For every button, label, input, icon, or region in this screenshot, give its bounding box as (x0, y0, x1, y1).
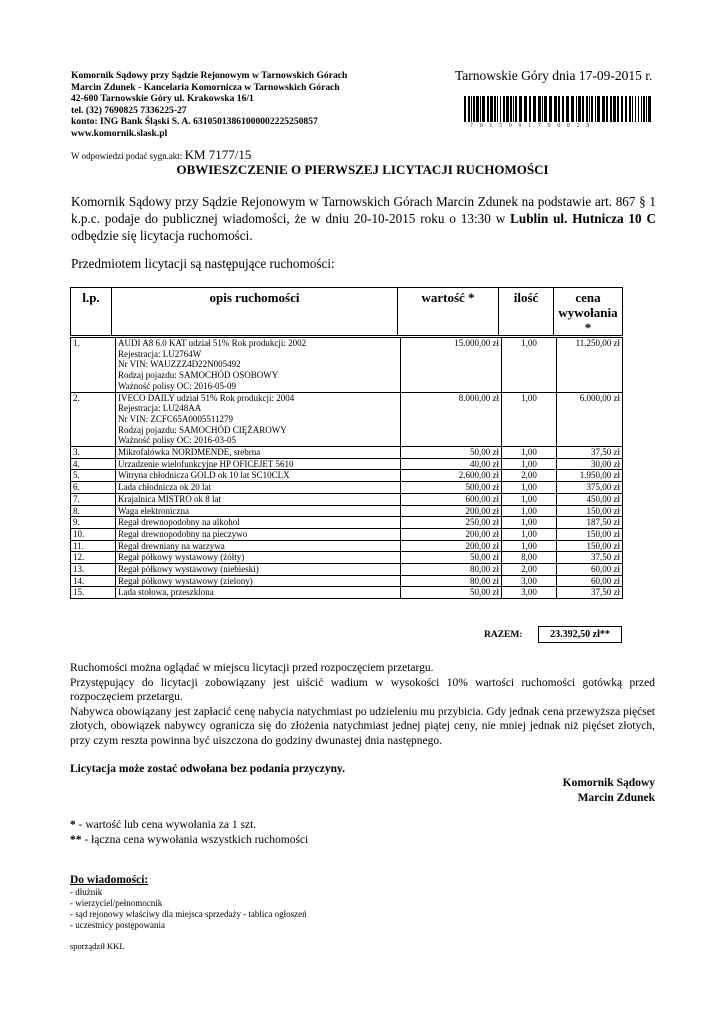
barcode-bar (533, 96, 536, 122)
barcode-bar (621, 96, 623, 122)
cell-lp: 7. (71, 493, 116, 505)
table-row (71, 552, 623, 564)
footnote-text: - łączna cena wywołania wszystkich ruchomości (81, 833, 309, 846)
prepared-by: sporządził KKL (70, 941, 125, 951)
barcode-bar (643, 96, 645, 122)
item-description-line: Lada chłodnicza ok 20 lat (118, 482, 211, 493)
cancel-notice: Licytacja może zostać odwołana bez podania przyczyny. (70, 763, 346, 775)
barcode-bar (476, 96, 479, 122)
cell-cena: 60,00 zł (557, 575, 623, 587)
cell-opis (116, 338, 401, 393)
signature-title: Komornik Sądowy (562, 777, 655, 789)
barcode-bar (524, 96, 527, 122)
cell-ilosc: 8,00 (502, 552, 557, 564)
subject-line: Przedmiotem licytacji są następujące ruchomości: (71, 256, 335, 271)
cell-wartosc: 8.000,00 zł (401, 392, 502, 447)
barcode-bar (646, 96, 647, 122)
cell-ilosc: 1,00 (502, 540, 557, 552)
cell-wartosc: 200,00 zł (401, 528, 502, 540)
item-description-line: Krajalnica MISTRO ok 8 lat (118, 493, 221, 504)
barcode-bar (589, 96, 590, 122)
cell-cena: 187,50 zł (557, 517, 623, 529)
cell-ilosc: 3,00 (502, 587, 557, 599)
cell-opis (116, 528, 401, 540)
table-row (71, 517, 623, 529)
distribution-item: - dłużnik (70, 887, 103, 897)
barcode-bar (582, 96, 584, 122)
cell-cena: 375,00 zł (557, 482, 623, 494)
footnote-text: - wartość lub cena wywołania za 1 szt. (75, 819, 257, 831)
table-row (71, 392, 623, 447)
barcode-bar (586, 96, 588, 122)
terms-paragraph: Ruchomości można oglądać w miejscu licytacji przed rozpoczęciem przetargu. (70, 662, 434, 674)
barcode-bar (497, 96, 498, 122)
bailiff-header (71, 70, 347, 140)
cell-opis (116, 564, 401, 576)
cell-wartosc: 600,00 zł (401, 493, 502, 505)
barcode-bar (549, 96, 552, 122)
cell-lp: 4. (71, 458, 116, 470)
barcode-bar (506, 96, 509, 122)
cell-opis (116, 540, 401, 552)
cell-wartosc: 80,00 zł (401, 564, 502, 576)
distribution-item: - wierzyciel/pełnomocnik (70, 898, 163, 908)
distribution-list (70, 873, 307, 931)
cell-wartosc: 80,00 zł (401, 575, 502, 587)
table-row (71, 505, 623, 517)
item-description-line: Ważność polisy OC: 2016-05-09 (118, 380, 237, 391)
header-line: 42-600 Tarnowskie Góry ul. Krakowska 16/1 (71, 93, 254, 105)
cell-ilosc: 1,00 (502, 338, 557, 393)
cell-wartosc: 50,00 zł (401, 587, 502, 599)
items-table (70, 337, 623, 599)
barcode-bar (566, 96, 569, 122)
cell-ilosc: 1,00 (502, 447, 557, 459)
cell-opis (116, 470, 401, 482)
barcode-bar (597, 96, 600, 122)
cell-cena: 1.950,00 zł (557, 470, 623, 482)
header-line: www.komornik.slask.pl (71, 127, 168, 139)
barcode-bar (641, 96, 642, 122)
item-description-line: Rodzaj pojazdu: SAMOCHÓD OSOBOWY (118, 370, 279, 381)
item-description-line: Rejestracja: LU2764W (118, 348, 202, 359)
cell-opis (116, 458, 401, 470)
cell-wartosc: 500,00 zł (401, 482, 502, 494)
barcode-bar (562, 96, 564, 122)
cell-wartosc: 40,00 zł (401, 458, 502, 470)
barcode-bar (480, 96, 481, 122)
cell-lp: 2. (71, 392, 116, 447)
item-description-line: Regał półkowy wystawowy (zielony) (118, 575, 253, 586)
cell-lp: 5. (71, 470, 116, 482)
item-description-line: Rodzaj pojazdu: SAMOCHÓD CIĘŻAROWY (118, 424, 287, 435)
barcode-bar (629, 96, 631, 122)
cell-cena: 37,50 zł (557, 552, 623, 564)
barcode-bar (558, 96, 560, 122)
cell-cena: 450,00 zł (557, 493, 623, 505)
cell-wartosc: 50,00 zł (401, 552, 502, 564)
cell-cena: 60,00 zł (557, 564, 623, 576)
header-line: Marcin Zdunek - Kancelaria Komornicza w Tarnowskich Górach (71, 81, 340, 93)
barcode-bar (576, 96, 577, 122)
table-row (71, 447, 623, 459)
cell-cena: 150,00 zł (557, 540, 623, 552)
cell-opis (116, 505, 401, 517)
cell-cena: 150,00 zł (557, 528, 623, 540)
footnote-mark: * (70, 819, 76, 831)
distribution-title: Do wiadomości: (70, 874, 149, 886)
barcode-bar (578, 96, 581, 122)
table-row (71, 470, 623, 482)
cell-cena: 37,50 zł (557, 587, 623, 599)
barcode-bar (606, 96, 608, 122)
cell-lp: 14. (71, 575, 116, 587)
item-description-line: Nr VIN: WAUZZZ4D22N005492 (118, 359, 241, 370)
table-row (71, 482, 623, 494)
barcode (464, 96, 654, 122)
barcode-bar (513, 96, 514, 122)
barcode-bar (625, 96, 627, 122)
barcode-bar (494, 96, 496, 122)
barcode-bar (617, 96, 619, 122)
header-line: tel. (32) 7690825 7336225-27 (71, 104, 187, 116)
header-line: konto: ING Bank Śląski S. A. 63105013861000002225250857 (71, 116, 318, 128)
item-description-line: IVECO DAILY udział 51% Rok produkcji: 2004 (118, 392, 295, 403)
cell-cena: 150,00 zł (557, 505, 623, 517)
cell-ilosc: 1,00 (502, 458, 557, 470)
footnote (70, 818, 308, 833)
barcode-bar (544, 96, 547, 122)
barcode-bar (468, 96, 470, 122)
case-reference (71, 147, 251, 163)
cell-lp: 13. (71, 564, 116, 576)
cell-wartosc: 200,00 zł (401, 540, 502, 552)
terms-paragraph: Nabywca obowiązany jest zapłacić cenę nabycia natychmiast po udzieleniu mu przybicia. Gdy jednak cena przewyższa pięćset złotych, obowiązek nabywcy ogranicza się do złożenia natychmiast jednej piątej ceny, nie mniej jednak niż pięćset złotych, przy czym reszta powinna być uiszczona do godziny dwunastej dnia następnego. (70, 705, 655, 747)
header-line: Komornik Sądowy przy Sądzie Rejonowym w Tarnowskich Górach (71, 70, 348, 81)
table-row (71, 458, 623, 470)
item-description-line: Mikrofalówka NORDMENDE, srebrna (118, 447, 261, 458)
cell-ilosc: 1,00 (502, 528, 557, 540)
barcode-bar (490, 96, 493, 122)
barcode-digits: 7 0 1 5 0 9 1 7 0 0 8 2 9 (470, 123, 592, 129)
total-label: RAZEM: (484, 630, 523, 640)
item-description-line: Ważność polisy OC: 2016-03-05 (118, 435, 237, 446)
cell-ilosc: 1,00 (502, 517, 557, 529)
signature (480, 776, 655, 805)
cell-ilosc: 1,00 (502, 392, 557, 447)
table-row (71, 540, 623, 552)
distribution-item: - sąd rejonowy właściwy dla miejsca sprzedaży - tablica ogłoszeń (70, 909, 307, 919)
cell-opis (116, 482, 401, 494)
barcode-bar (500, 96, 501, 122)
cell-lp: 6. (71, 482, 116, 494)
barcode-bar (529, 96, 531, 122)
cell-opis (116, 447, 401, 459)
cell-lp: 9. (71, 517, 116, 529)
barcode-bar (602, 96, 605, 122)
terms-paragraph: Przystępujący do licytacji zobowiązany jest uiścić wadium w wysokości 10% wartości ruchomości gotówką przed rozpoczęciem przetargu. (70, 676, 655, 704)
barcode-bar (473, 96, 475, 122)
col-lp: l.p. (71, 288, 112, 336)
signature-name: Marcin Zdunek (577, 791, 655, 804)
item-description-line: Regał półkowy wystawowy (żółty) (118, 552, 245, 563)
barcode-bar (554, 96, 557, 122)
cell-wartosc: 50,00 zł (401, 447, 502, 459)
cell-opis (116, 493, 401, 505)
barcode-bar (510, 96, 512, 122)
barcode-bar (464, 96, 466, 122)
table-row (71, 528, 623, 540)
item-description-line: Urzadzenie wielofunkcyjne HP OFICEJET 5610 (118, 458, 294, 469)
cell-lp: 15. (71, 587, 116, 599)
cell-ilosc: 1,00 (502, 482, 557, 494)
barcode-bar (591, 96, 593, 122)
cell-ilosc: 2,00 (502, 564, 557, 576)
cell-wartosc: 200,00 zł (401, 505, 502, 517)
case-reference-number: KM 7177/15 (184, 147, 252, 162)
cell-cena: 11.250,00 zł (557, 338, 623, 393)
barcode-bar (613, 96, 616, 122)
intro-paragraph (71, 193, 656, 244)
item-description-line: Waga elektroniczna (118, 505, 189, 516)
item-description-line: Regał drewnopodobny na pieczywo (118, 528, 248, 539)
items-table-header (70, 287, 623, 336)
item-description-line: AUDI A8 6.0 KAT udział 51% Rok produkcji: 2002 (118, 338, 307, 348)
barcode-bar (487, 96, 489, 122)
cell-opis (116, 552, 401, 564)
barcode-bar (648, 96, 651, 122)
cell-ilosc: 1,00 (502, 505, 557, 517)
cell-lp: 3. (71, 447, 116, 459)
document-date: Tarnowskie Góry dnia 17-09-2015 r. (455, 68, 653, 83)
barcode-bar (635, 96, 636, 122)
barcode-bar (571, 96, 574, 122)
barcode-bar (538, 96, 541, 122)
table-row (71, 493, 623, 505)
cell-ilosc: 1,00 (502, 493, 557, 505)
barcode-bar (471, 96, 472, 122)
footnotes (70, 818, 308, 847)
cell-cena: 6.000,00 zł (557, 392, 623, 447)
cell-lp: 11. (71, 540, 116, 552)
col-wartosc: wartość * (398, 288, 499, 336)
item-description-line: Lada stołowa, przeszklona (118, 587, 214, 598)
item-description-line: Regał półkowy wystawowy (niebieski) (118, 564, 259, 575)
cell-wartosc: 2.600,00 zł (401, 470, 502, 482)
distribution-item: - uczestnicy postępowania (70, 920, 165, 930)
cell-ilosc: 2,00 (502, 470, 557, 482)
barcode-bar (610, 96, 612, 122)
cell-lp: 12. (71, 552, 116, 564)
barcode-bar (515, 96, 517, 122)
cell-opis (116, 575, 401, 587)
table-row (71, 564, 623, 576)
table-row (71, 575, 623, 587)
intro-text: Komornik Sądowy przy Sądzie Rejonowym w Tarnowskich Górach Marcin Zdunek na podstawie art. 867 § 1 k.p.c. podaje do publicznej wiadomości, że w dniu 20-10-2015 roku o 13:30 w (71, 194, 656, 226)
cell-cena: 37,50 zł (557, 447, 623, 459)
col-opis: opis ruchomości (112, 288, 398, 336)
cell-lp: 10. (71, 528, 116, 540)
col-ilosc: ilość (499, 288, 554, 336)
barcode-bar (632, 96, 633, 122)
cell-wartosc: 15.000,00 zł (401, 338, 502, 393)
col-cena: cena wywołania * (554, 288, 623, 336)
cell-lp: 8. (71, 505, 116, 517)
cell-cena: 30,00 zł (557, 458, 623, 470)
table-row (71, 338, 623, 393)
intro-tail: odbędzie się licytacja ruchomości. (71, 228, 253, 243)
document-title: OBWIESZCZENIE O PIERWSZEJ LICYTACJI RUCHOMOŚCI (176, 162, 549, 177)
barcode-bar (638, 96, 639, 122)
item-description-line: Witryna chłodnicza GOLD ok 10 lat SC10CLX (118, 470, 290, 481)
item-description-line: Rejestracja: LU248AA (118, 403, 202, 414)
barcode-bar (542, 96, 543, 122)
barcode-bar (482, 96, 485, 122)
table-row (71, 587, 623, 599)
cell-wartosc: 250,00 zł (401, 517, 502, 529)
cell-opis (116, 392, 401, 447)
item-description-line: Regał drewniany na warzywa (118, 540, 225, 551)
footnote (70, 833, 308, 848)
auction-location: Lublin ul. Hutnicza 10 C (510, 211, 656, 226)
barcode-bar (519, 96, 522, 122)
barcode-bar (503, 96, 505, 122)
item-description-line: Regał drewnopodobny na alkohol (118, 517, 240, 528)
cell-opis (116, 587, 401, 599)
item-description-line: Nr VIN: ZCFC65A0005511279 (118, 413, 234, 424)
case-reference-prefix: W odpowiedzi podać sygn.akt: (71, 151, 183, 161)
footnote-mark: ** (70, 833, 82, 846)
cell-opis (116, 517, 401, 529)
barcode-bar (595, 96, 596, 122)
auction-terms (70, 661, 655, 749)
cell-lp: 1. (71, 338, 116, 393)
cell-ilosc: 3,00 (502, 575, 557, 587)
total-value: 23.392,50 zł** (538, 626, 622, 643)
